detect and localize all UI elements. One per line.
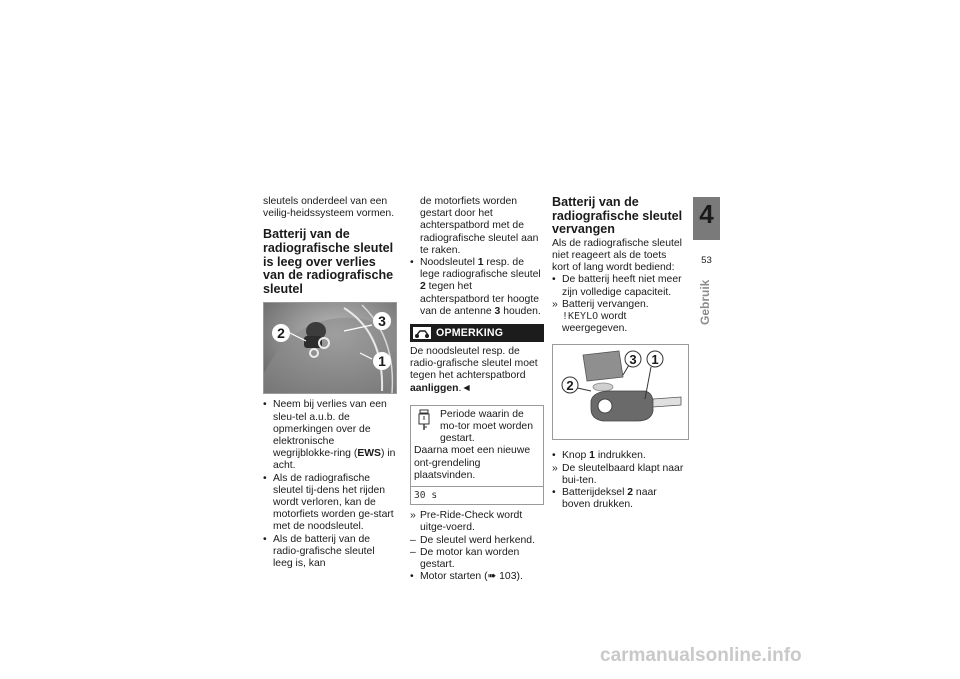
- stopwatch-key-icon: [417, 409, 431, 431]
- list-item: • Noodsleutel 1 resp. de lege radiografische sleutel 2 tegen het achterspatbord ter hoogte van de antenne 3 houden.: [410, 257, 544, 318]
- chapter-number: 4: [699, 199, 714, 229]
- list-item: • Batterijdeksel 2 naar boven drukken.: [552, 487, 686, 511]
- list-item: • De batterij heeft niet meer zijn volledige capaciteit.: [552, 274, 686, 298]
- fig-label-1: 1: [651, 352, 659, 368]
- box-text-period: Periode waarin de mo-tor moet worden gestart.: [440, 408, 533, 445]
- fig-label-1: 1: [378, 353, 386, 370]
- battery-list: [552, 274, 686, 311]
- list-item: • Motor starten (➠ 103).: [410, 571, 544, 583]
- column-2: [410, 196, 544, 583]
- key-illustration: [553, 345, 688, 439]
- list-item: » Batterij vervangen.: [552, 299, 686, 311]
- list-item: » Pre-Ride-Check wordt uitge-voerd.: [410, 510, 544, 534]
- lost-key-list: [263, 399, 396, 570]
- keylo-line: !KEYLO wordt weergegeven.: [562, 311, 628, 335]
- page-number: 53: [701, 255, 712, 266]
- figure-key-battery: [552, 344, 689, 440]
- list-item: • Knop 1 indrukken.: [552, 450, 686, 462]
- battery-intro: Als de radiografische sleutel niet reageert als de toets kort of lang wordt bediend:: [552, 237, 682, 274]
- section-name: Gebruik: [698, 279, 712, 325]
- column-3: [552, 196, 686, 511]
- fig-label-3: 3: [378, 313, 386, 330]
- list-item: • Als de batterij van de radio-grafische sleutel leeg is, kan: [263, 534, 396, 571]
- intro-text: sleutels onderdeel van een veilig-heidssysteem vormen.: [263, 196, 395, 220]
- fig-label-3: 3: [629, 352, 637, 368]
- list-item: – De sleutel werd herkend.: [410, 535, 544, 547]
- emergency-key-list: [410, 257, 544, 318]
- list-item: – De motor kan worden gestart.: [410, 547, 544, 571]
- section-heading-battery: Batterij van de radiografische sleutel vervangen: [552, 195, 683, 237]
- section-heading-lost-key: Batterij van de radiografische sleutel is leeg over verlies van de radiografische sleutel: [263, 227, 394, 296]
- note-text: De noodsleutel resp. de radio-grafische sleutel moet tegen het achterspatbord aanliggen.◄: [410, 346, 538, 394]
- continued-text: de motorfiets worden gestart door het achterspatbord met de radiografische sleutel aan te raken.: [420, 196, 539, 256]
- list-item: • Neem bij verlies van een sleu-tel a.u.b. de opmerkingen over de elektronische wegrijblokke-ring (EWS) in acht.: [263, 399, 396, 472]
- battery-steps: [552, 450, 686, 511]
- list-item: • Als de radiografische sleutel tij-dens het rijden wordt verloren, kan de motorfiets worden ge-start met de noodsleutel.: [263, 473, 396, 534]
- result-list: [410, 510, 544, 583]
- fig-label-2: 2: [566, 378, 574, 394]
- motorcycle-hint-icon: [412, 326, 432, 340]
- info-box: [410, 405, 544, 505]
- fig-label-2: 2: [277, 325, 285, 342]
- fender-illustration: [264, 303, 396, 393]
- watermark: carmanualsonline.info: [600, 645, 802, 666]
- note-header: [410, 324, 544, 342]
- list-item: » De sleutelbaard klapt naar bui-ten.: [552, 463, 686, 487]
- chapter-tab-text: [693, 197, 720, 325]
- box-value: 30 s: [411, 486, 543, 504]
- display-code: !KEYLO: [562, 311, 599, 322]
- figure-key-at-fender: [263, 302, 397, 394]
- column-1: [263, 196, 396, 570]
- box-text-after: Daarna moet een nieuwe ont-grendeling plaatsvinden.: [414, 445, 531, 481]
- note-title: OPMERKING: [436, 326, 504, 339]
